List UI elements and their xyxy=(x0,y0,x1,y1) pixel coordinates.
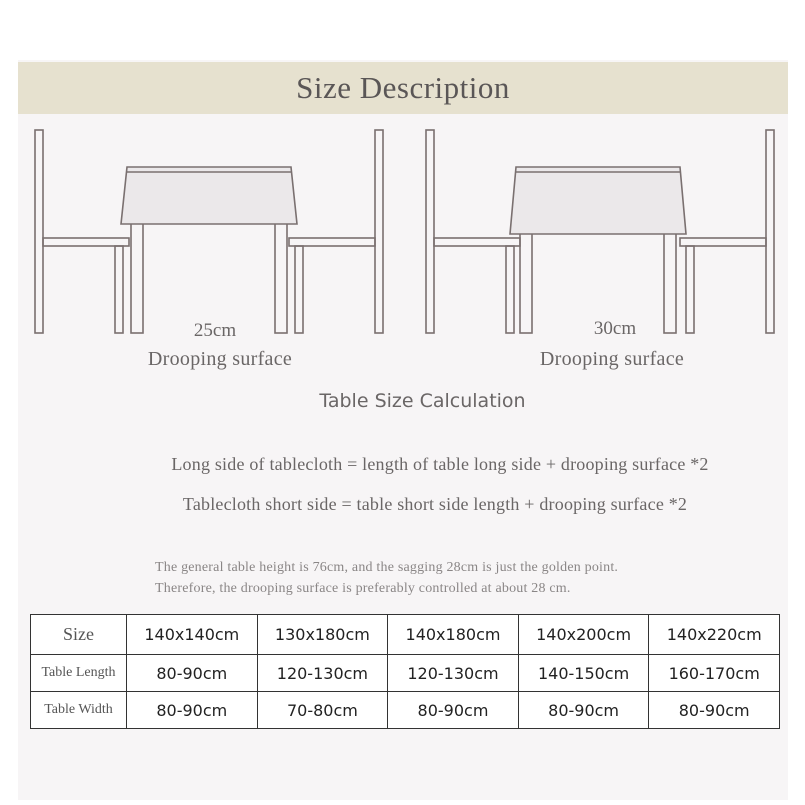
left-chair-back xyxy=(426,130,434,333)
table-row-length xyxy=(31,655,780,692)
right-chair-back xyxy=(375,130,383,333)
width-cell: 80-90cm xyxy=(649,692,780,729)
right-chair-seat xyxy=(680,238,766,246)
formula-short-side: Tablecloth short side = table short side length + drooping surface *2 xyxy=(182,494,688,514)
row-header-width: Table Width xyxy=(31,692,127,729)
length-cell: 120-130cm xyxy=(257,655,388,692)
table-row-width xyxy=(31,692,780,729)
table-row-size xyxy=(31,615,780,655)
size-cell: 140x140cm xyxy=(127,615,258,655)
droop-label-left: Drooping surface xyxy=(147,348,293,370)
size-cell: 140x200cm xyxy=(518,615,649,655)
length-cell: 80-90cm xyxy=(127,655,258,692)
calculation-title: Table Size Calculation xyxy=(319,390,526,412)
length-cell: 160-170cm xyxy=(649,655,780,692)
width-cell: 80-90cm xyxy=(518,692,649,729)
droop-size-left: 25cm xyxy=(193,320,237,341)
size-cell: 130x180cm xyxy=(257,615,388,655)
left-chair-leg xyxy=(115,246,123,333)
length-cell: 120-130cm xyxy=(388,655,519,692)
table-chairs-illustration xyxy=(25,120,385,350)
right-chair-seat xyxy=(289,238,375,246)
table-diagram-30cm xyxy=(420,120,780,350)
tablecloth xyxy=(510,167,686,234)
note-line-1: The general table height is 76cm, and the sagging 28cm is just the golden point. xyxy=(155,560,619,575)
droop-size-right: 30cm xyxy=(593,318,637,339)
right-chair-leg xyxy=(295,246,303,333)
right-chair-back xyxy=(766,130,774,333)
width-cell: 80-90cm xyxy=(388,692,519,729)
row-header-length: Table Length xyxy=(31,655,127,692)
left-chair-seat xyxy=(434,238,520,246)
tablecloth xyxy=(121,167,297,224)
row-header-size: Size xyxy=(31,615,127,655)
size-table xyxy=(30,614,780,729)
title-banner xyxy=(18,62,788,114)
table-chairs-illustration xyxy=(420,120,780,350)
page-title: Size Description xyxy=(296,70,510,105)
width-cell: 70-80cm xyxy=(257,692,388,729)
left-chair-leg xyxy=(506,246,514,333)
left-chair-seat xyxy=(43,238,129,246)
droop-label-right: Drooping surface xyxy=(539,348,685,370)
size-cell: 140x180cm xyxy=(388,615,519,655)
left-chair-back xyxy=(35,130,43,333)
table-diagram-25cm xyxy=(25,120,385,350)
size-cell: 140x220cm xyxy=(649,615,780,655)
note-line-2: Therefore, the drooping surface is preferably controlled at about 28 cm. xyxy=(155,581,571,596)
width-cell: 80-90cm xyxy=(127,692,258,729)
length-cell: 140-150cm xyxy=(518,655,649,692)
right-chair-leg xyxy=(686,246,694,333)
formula-long-side: Long side of tablecloth = length of table long side + drooping surface *2 xyxy=(171,454,709,474)
